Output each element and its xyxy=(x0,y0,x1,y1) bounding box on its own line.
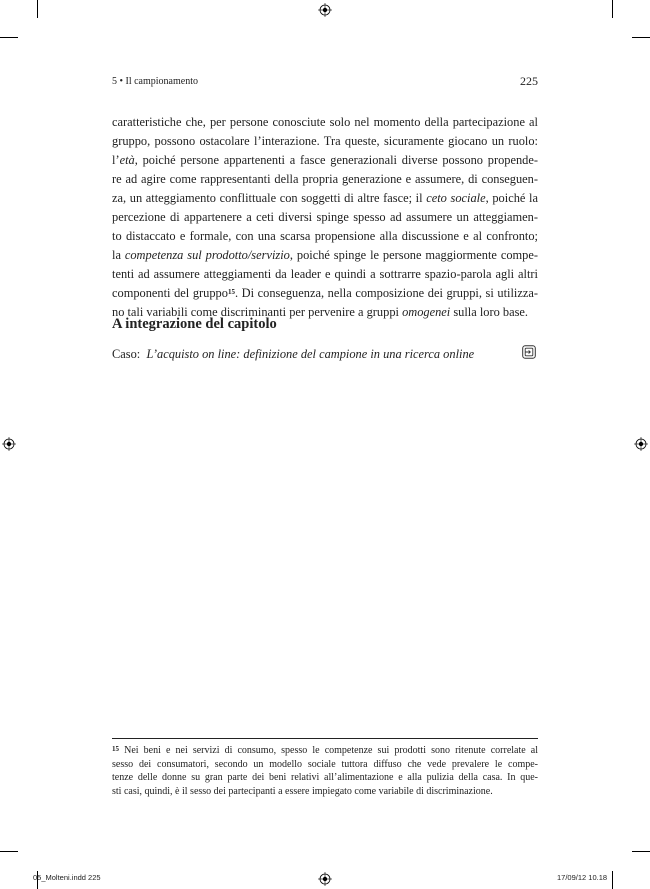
emphasis-eta: età xyxy=(119,153,135,168)
crop-mark xyxy=(632,851,650,852)
page-header xyxy=(112,74,538,90)
registration-mark-icon xyxy=(318,872,332,886)
emphasis-ceto-sociale: ceto sociale xyxy=(426,191,486,206)
emphasis-competenza: competenza sul prodotto/servizio xyxy=(124,248,290,263)
text-line: gruppo, possono ostacolare l’interazione. Tra queste, sicuramente giocano un ruolo: xyxy=(112,134,538,149)
text-line: no tali variabili come discriminanti per pervenire a gruppi omogenei sulla loro base. xyxy=(112,305,529,320)
registration-mark-icon xyxy=(634,437,648,451)
crop-mark xyxy=(0,851,18,852)
footnote-line: sti casi, quindi, è il sesso dei partecipanti a essere impiegato come variabile di discriminazione. xyxy=(112,785,493,797)
text-line: re ad agire come rappresentanti della propria generazione e assumere, di conseguen- xyxy=(112,172,538,187)
text-line: tenti ad assumere atteggiamenti da leader e quindi a sottrarre spazio-parola agli altri xyxy=(112,267,538,282)
slug-file: 05_Molteni.indd 225 xyxy=(33,873,101,882)
crop-mark xyxy=(0,37,18,38)
footnote-divider xyxy=(112,738,538,739)
text-line: la competenza sul prodotto/servizio, poiché spinge le persone maggiormente compe- xyxy=(112,248,539,263)
section-heading: A integrazione del capitolo xyxy=(112,316,277,332)
text-line: to distaccato e formale, con una scarsa propensione alla discussione e al confronto; xyxy=(112,229,538,244)
case-label: Caso: xyxy=(112,347,141,361)
text-line: caratteristiche che, per persone conosciute solo nel momento della partecipazione al xyxy=(112,115,538,129)
crop-mark xyxy=(612,871,613,889)
footnote-reference[interactable]: 15 xyxy=(227,288,235,297)
page-number: 225 xyxy=(520,74,538,88)
text-line: componenti del gruppo$^{15}$. Di conseguenza, nella composizione dei gruppi, si utilizza- xyxy=(112,286,538,301)
footnote-line: tenze delle donne su gran parte dei beni relativi all’alimentazione e alla pulizia della casa. In que- xyxy=(112,772,538,783)
text-line: za, un atteggiamento conflittuale con soggetti di altre fasce; il ceto sociale, poiché la xyxy=(112,191,538,206)
case-reference xyxy=(112,347,474,362)
footnote-number: 15 xyxy=(112,745,119,753)
footnote-line: $^{15}$ Nei beni e nei servizi di consumo, spesso le competenze sui prodotti sono ritenute correlate al xyxy=(112,745,539,756)
slug-datetime: 17/09/12 10.18 xyxy=(557,873,608,882)
online-resource-icon[interactable] xyxy=(522,345,536,359)
registration-mark-icon xyxy=(2,437,16,451)
text-line: l’età, poiché persone appartenenti a fasce generazionali diverse possono propende- xyxy=(112,153,538,168)
crop-mark xyxy=(612,0,613,18)
registration-mark-icon xyxy=(318,3,332,17)
crop-mark xyxy=(37,0,38,18)
footnote xyxy=(112,744,538,798)
running-title: 5 • Il campionamento xyxy=(112,76,198,87)
emphasis-omogenei: omogenei xyxy=(402,305,451,320)
footnote-line: sesso dei consumatori, secondo un modello sociale tuttora diffuso che vede prevalere le compe- xyxy=(112,758,538,770)
crop-mark xyxy=(632,37,650,38)
case-title: L’acquisto on line: definizione del campione in una ricerca online xyxy=(146,347,475,361)
text-line: percezione di appartenere a ceti diversi spinge spesso ad assumere un atteggiamen- xyxy=(112,210,538,225)
body-paragraph xyxy=(112,113,538,323)
